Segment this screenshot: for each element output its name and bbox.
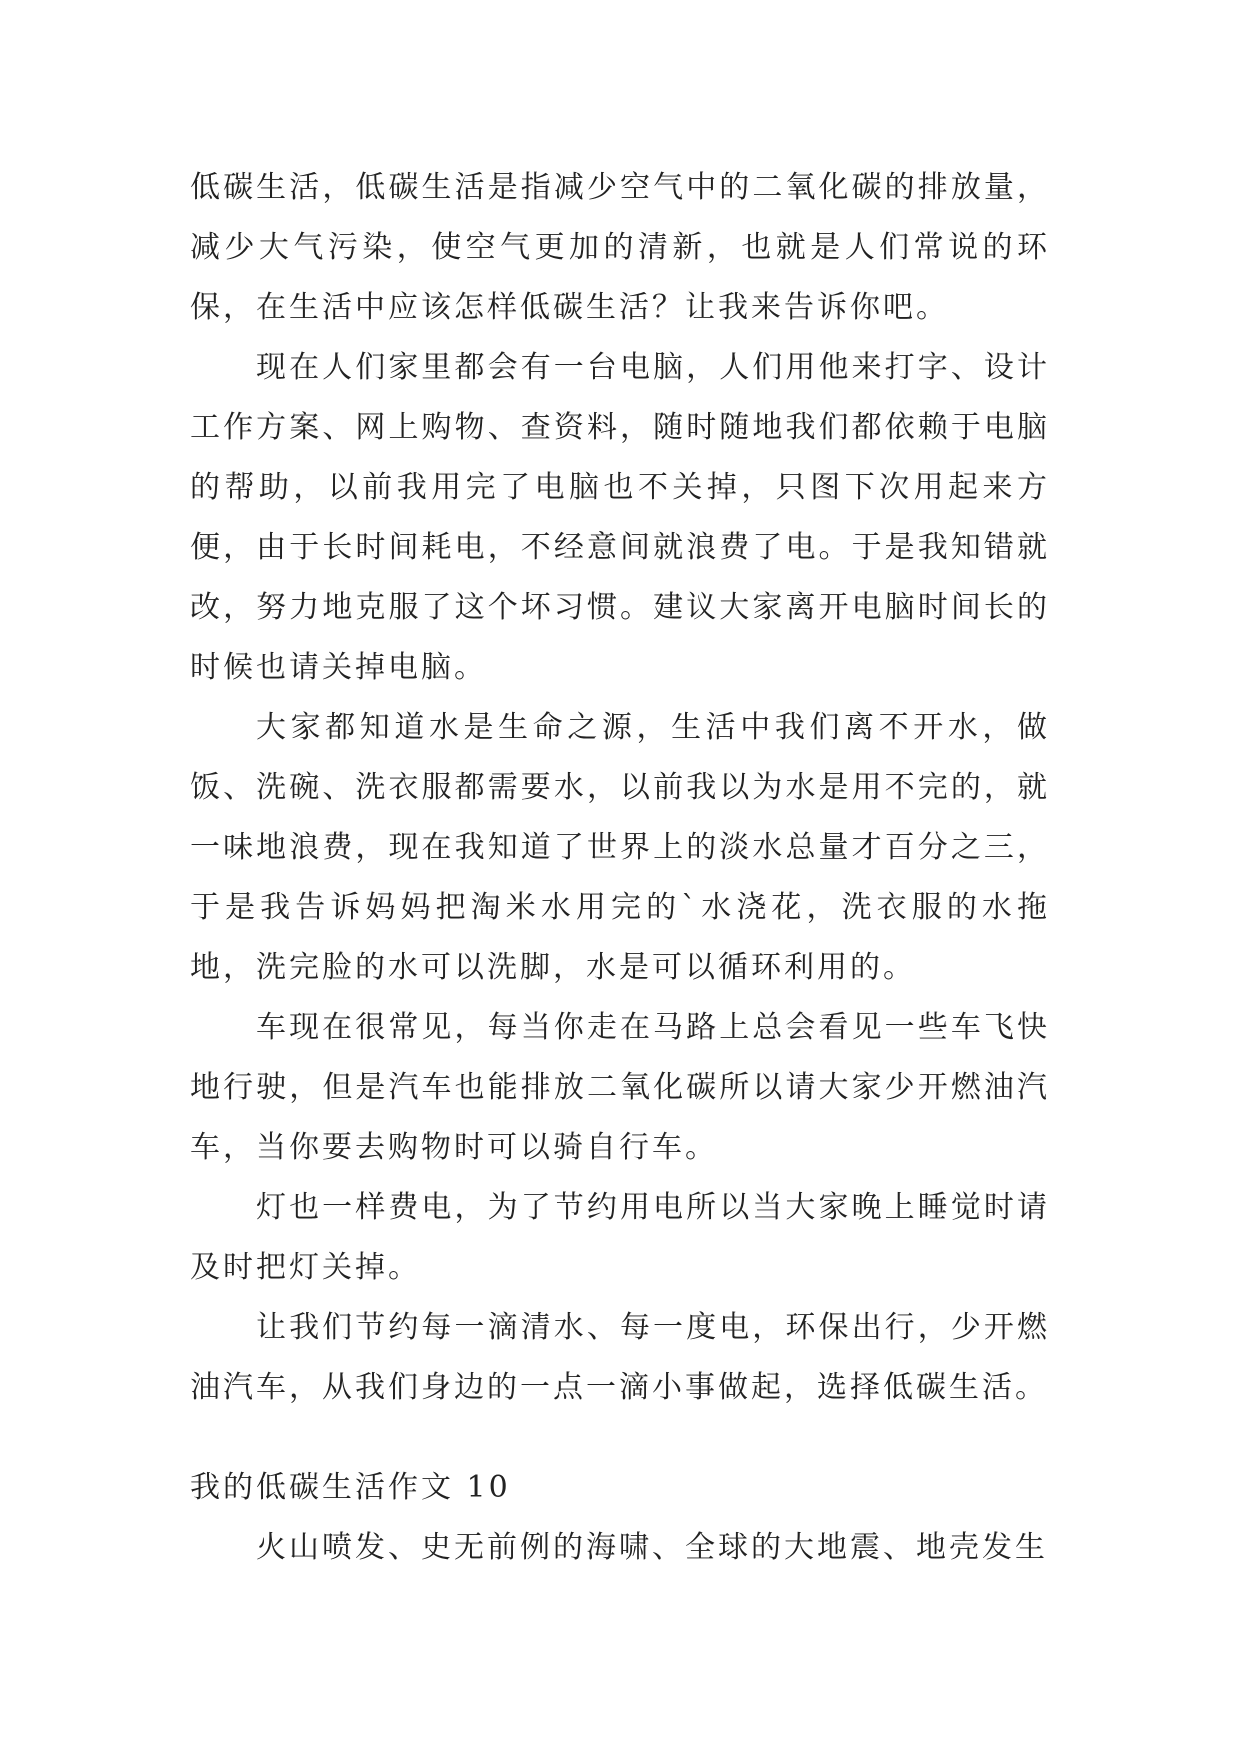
section-title: 我的低碳生活作文 10: [190, 1470, 511, 1505]
paragraph-next-essay: 火山喷发、史无前例的海啸、全球的大地震、地壳发生: [256, 1530, 1048, 1565]
paragraph-car: 车现在很常见，每当你走在马路上总会看见一些车飞快地行驶，但是汽车也能排放二氧化碳所以请大家少开燃油汽车，当你要去购物时可以骑自行车。: [190, 1010, 1050, 1165]
paragraph-computer: 现在人们家里都会有一台电脑，人们用他来打字、设计工作方案、网上购物、查资料，随时随地我们都依赖于电脑的帮助，以前我用完了电脑也不关掉，只图下次用起来方便，由于长时间耗电，不经意间就浪费了电。于是我知错就改，努力地克服了这个坏习惯。建议大家离开电脑时间长的时候也请关掉电脑。: [190, 350, 1050, 685]
document-page: [190, 158, 1050, 1578]
paragraph-water: 大家都知道水是生命之源，生活中我们离不开水，做饭、洗碗、洗衣服都需要水，以前我以为水是用不完的，就一味地浪费，现在我知道了世界上的淡水总量才百分之三，于是我告诉妈妈把淘米水用完的`水浇花，洗衣服的水拖地，洗完脸的水可以洗脚，水是可以循环利用的。: [190, 710, 1050, 985]
paragraph-intro: 低碳生活，低碳生活是指减少空气中的二氧化碳的排放量，减少大气污染，使空气更加的清新，也就是人们常说的环保，在生活中应该怎样低碳生活？让我来告诉你吧。: [190, 170, 1050, 325]
paragraph-light: 灯也一样费电，为了节约用电所以当大家晚上睡觉时请及时把灯关掉。: [190, 1190, 1050, 1285]
paragraph-conclusion: 让我们节约每一滴清水、每一度电，环保出行，少开燃油汽车，从我们身边的一点一滴小事做起，选择低碳生活。: [190, 1310, 1050, 1405]
